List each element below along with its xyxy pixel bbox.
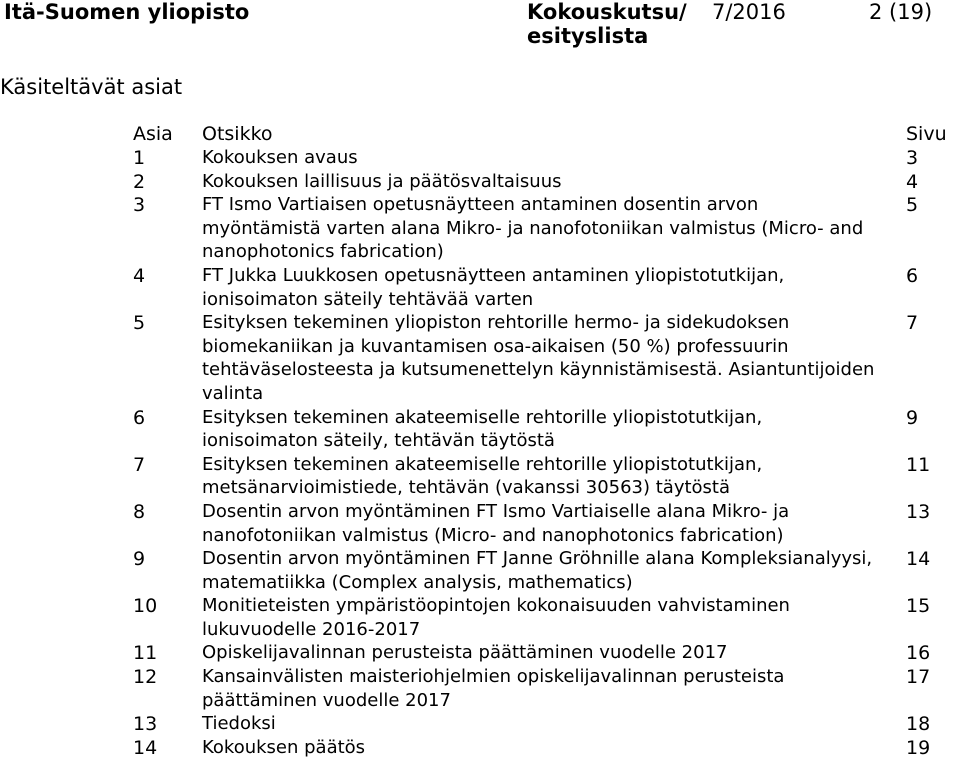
agenda-item-page: 6 [906, 264, 919, 287]
agenda-item-title: Esityksen tekeminen yliopiston rehtorille hermo- ja sidekudoksen biomekaniikan ja kuvantamisen osa-aikaisen (50 %) professuurin tehtäväselosteesta ja kutsumenettelyn käynnistämisestä. Asiantuntijoiden valinta [202, 312, 875, 404]
section-title: Käsiteltävät asiat [0, 75, 183, 99]
agenda-row [0, 406, 960, 453]
agenda-item-title: Opiskelijavalinnan perusteista päättäminen vuodelle 2017 [202, 642, 728, 664]
agenda-item-number: 5 [133, 312, 146, 335]
agenda-item-number: 14 [133, 736, 158, 759]
agenda-item-page: 14 [906, 548, 931, 571]
agenda-item-number: 12 [133, 666, 158, 689]
agenda-item-number: 10 [133, 595, 158, 618]
agenda-item-number: 8 [133, 500, 146, 523]
agenda-row [0, 736, 960, 760]
document-date: 7/2016 [712, 0, 786, 24]
agenda-item-page: 18 [906, 713, 931, 736]
agenda-row [0, 453, 960, 500]
column-header-page: Sivu [906, 123, 947, 145]
agenda-item-number: 9 [133, 548, 146, 571]
agenda-item-page: 13 [906, 500, 931, 523]
agenda-table [0, 122, 960, 759]
page-number: 2 (19) [869, 0, 933, 24]
agenda-row [0, 641, 960, 665]
agenda-item-title: FT Jukka Luukkosen opetusnäytteen antaminen yliopistotutkijan, ionisoimaton säteily tehtävää varten [202, 264, 785, 310]
agenda-row [0, 146, 960, 170]
agenda-item-title: Dosentin arvon myöntäminen FT Ismo Vartiaiselle alana Mikro- ja nanofotoniikan valmistus (Micro- and nanophotonics fabrication) [202, 500, 790, 546]
column-header-title: Otsikko [202, 123, 273, 145]
agenda-item-title: Tiedoksi [202, 713, 276, 735]
organization-name: Itä-Suomen yliopisto [4, 0, 250, 24]
agenda-item-page: 19 [906, 736, 931, 759]
document-type [527, 0, 727, 48]
agenda-item-page: 17 [906, 666, 931, 689]
agenda-item-number: 13 [133, 713, 158, 736]
agenda-row [0, 500, 960, 547]
agenda-item-page: 15 [906, 595, 931, 618]
agenda-row [0, 712, 960, 736]
document-type-line2: esityslista [527, 24, 649, 48]
agenda-item-title: Esityksen tekeminen akateemiselle rehtorille yliopistotutkijan, ionisoimaton säteily, tehtävän täytöstä [202, 406, 763, 452]
agenda-item-title: Kokouksen laillisuus ja päätösvaltaisuus [202, 170, 562, 192]
agenda-item-page: 16 [906, 642, 931, 665]
agenda-item-number: 7 [133, 453, 146, 476]
agenda-item-title: FT Ismo Vartiaisen opetusnäytteen antaminen dosentin arvon myöntämistä varten alana Mikro- ja nanofotoniikan valmistus (Micro- and nanophotonics fabrication) [202, 194, 864, 263]
agenda-row [0, 594, 960, 641]
agenda-item-page: 7 [906, 312, 919, 335]
agenda-item-page: 9 [906, 406, 919, 429]
document-header [0, 0, 960, 60]
agenda-item-number: 11 [133, 642, 158, 665]
column-header-num: Asia [133, 123, 173, 145]
agenda-item-page: 11 [906, 453, 931, 476]
agenda-item-title: Kokouksen päätös [202, 736, 366, 758]
agenda-header-row [0, 122, 960, 146]
agenda-item-number: 6 [133, 406, 146, 429]
agenda-item-title: Esityksen tekeminen akateemiselle rehtorille yliopistotutkijan, metsänarvioimistiede, tehtävän (vakanssi 30563) täytöstä [202, 453, 763, 499]
agenda-item-page: 5 [906, 194, 919, 217]
agenda-row [0, 264, 960, 311]
agenda-row [0, 170, 960, 194]
agenda-row [0, 193, 960, 264]
agenda-row [0, 665, 960, 712]
agenda-item-title: Kokouksen avaus [202, 147, 358, 168]
agenda-item-title: Kansainvälisten maisteriohjelmien opiskelijavalinnan perusteista päättäminen vuodelle 2017 [202, 666, 785, 711]
agenda-item-title: Monitieteisten ympäristöopintojen kokonaisuuden vahvistaminen lukuvuodelle 2016-2017 [202, 595, 790, 640]
agenda-row [0, 311, 960, 405]
agenda-item-number: 1 [133, 147, 146, 169]
agenda-item-number: 3 [133, 194, 146, 217]
agenda-item-page: 3 [906, 147, 919, 169]
agenda-item-page: 4 [906, 170, 919, 193]
agenda-item-number: 2 [133, 170, 146, 193]
agenda-item-title: Dosentin arvon myöntäminen FT Janne Gröhnille alana Kompleksianalyysi, matematiikka (Complex analysis, mathematics) [202, 548, 873, 593]
document-type-line1: Kokouskutsu/ [527, 0, 687, 24]
agenda-item-number: 4 [133, 264, 146, 287]
agenda-row [0, 547, 960, 594]
